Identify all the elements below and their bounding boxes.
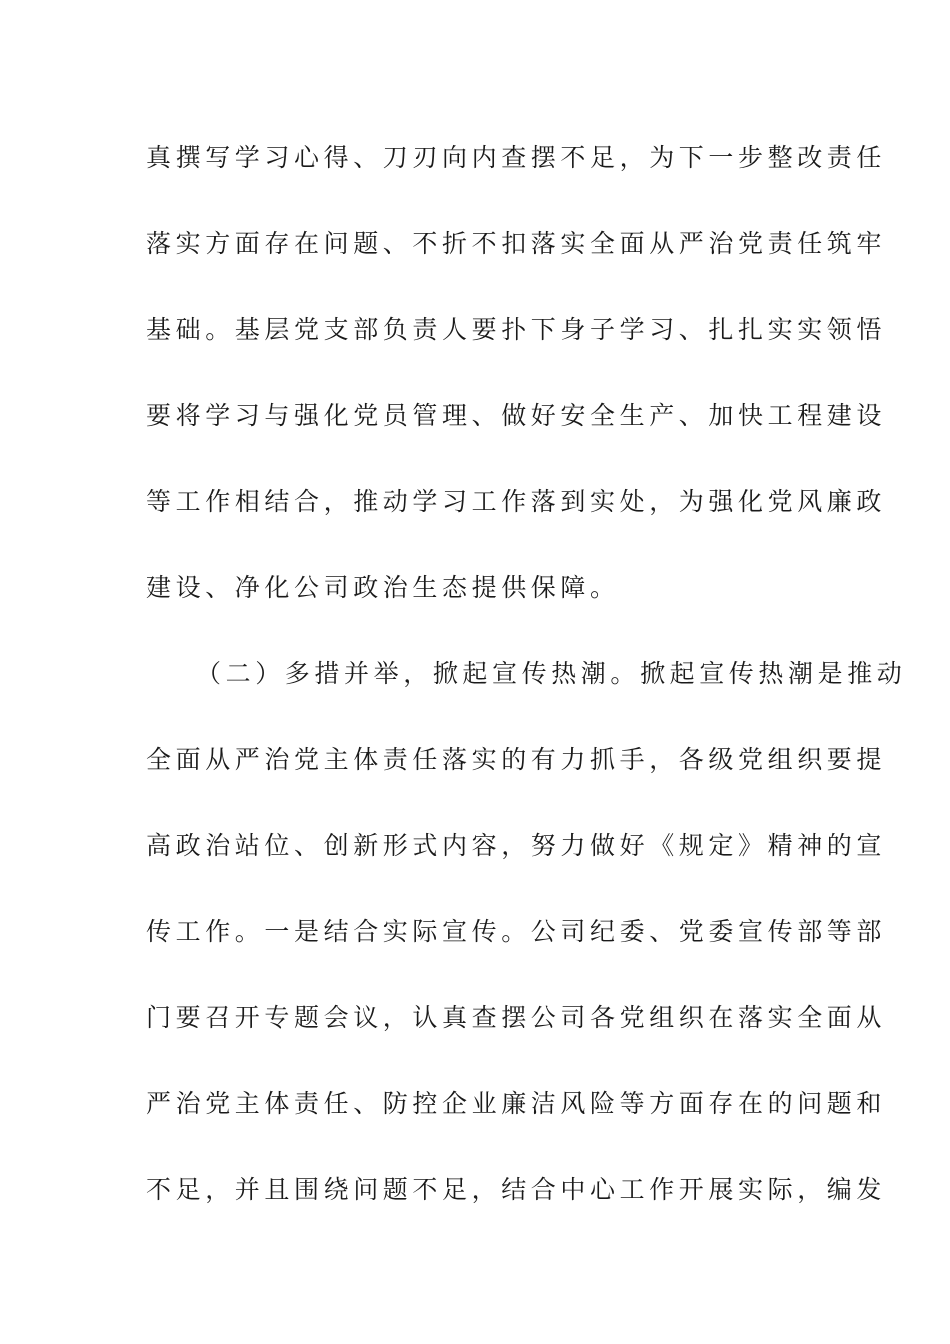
paragraph-end-line: 建设、净化公司政治生态提供保障。 bbox=[146, 573, 620, 602]
text-line: 真撰写学习心得、刀刃向内查摆不足，为下一步整改责任 bbox=[146, 143, 887, 172]
text-line: 等工作相结合，推动学习工作落到实处，为强化党风廉政 bbox=[146, 487, 887, 516]
text-line: 严治党主体责任、防控企业廉洁风险等方面存在的问题和 bbox=[146, 1089, 887, 1118]
text-line: 高政治站位、创新形式内容，努力做好《规定》精神的宣 bbox=[146, 831, 887, 860]
text-line: 要将学习与强化党员管理、做好安全生产、加快工程建设 bbox=[146, 401, 887, 430]
text-line: 全面从严治党主体责任落实的有力抓手，各级党组织要提 bbox=[146, 745, 887, 774]
text-line: 落实方面存在问题、不折不扣落实全面从严治党责任筑牢 bbox=[146, 229, 887, 258]
text-line: 传工作。一是结合实际宣传。公司纪委、党委宣传部等部 bbox=[146, 917, 887, 946]
text-line: 门要召开专题会议，认真查摆公司各党组织在落实全面从 bbox=[146, 1003, 887, 1032]
text-line: 基础。基层党支部负责人要扑下身子学习、扎扎实实领悟 bbox=[146, 315, 887, 344]
text-line: 不足，并且围绕问题不足，结合中心工作开展实际，编发 bbox=[146, 1175, 887, 1204]
section-heading-line: （二）多措并举，掀起宣传热潮。掀起宣传热潮是推动 bbox=[196, 659, 907, 688]
